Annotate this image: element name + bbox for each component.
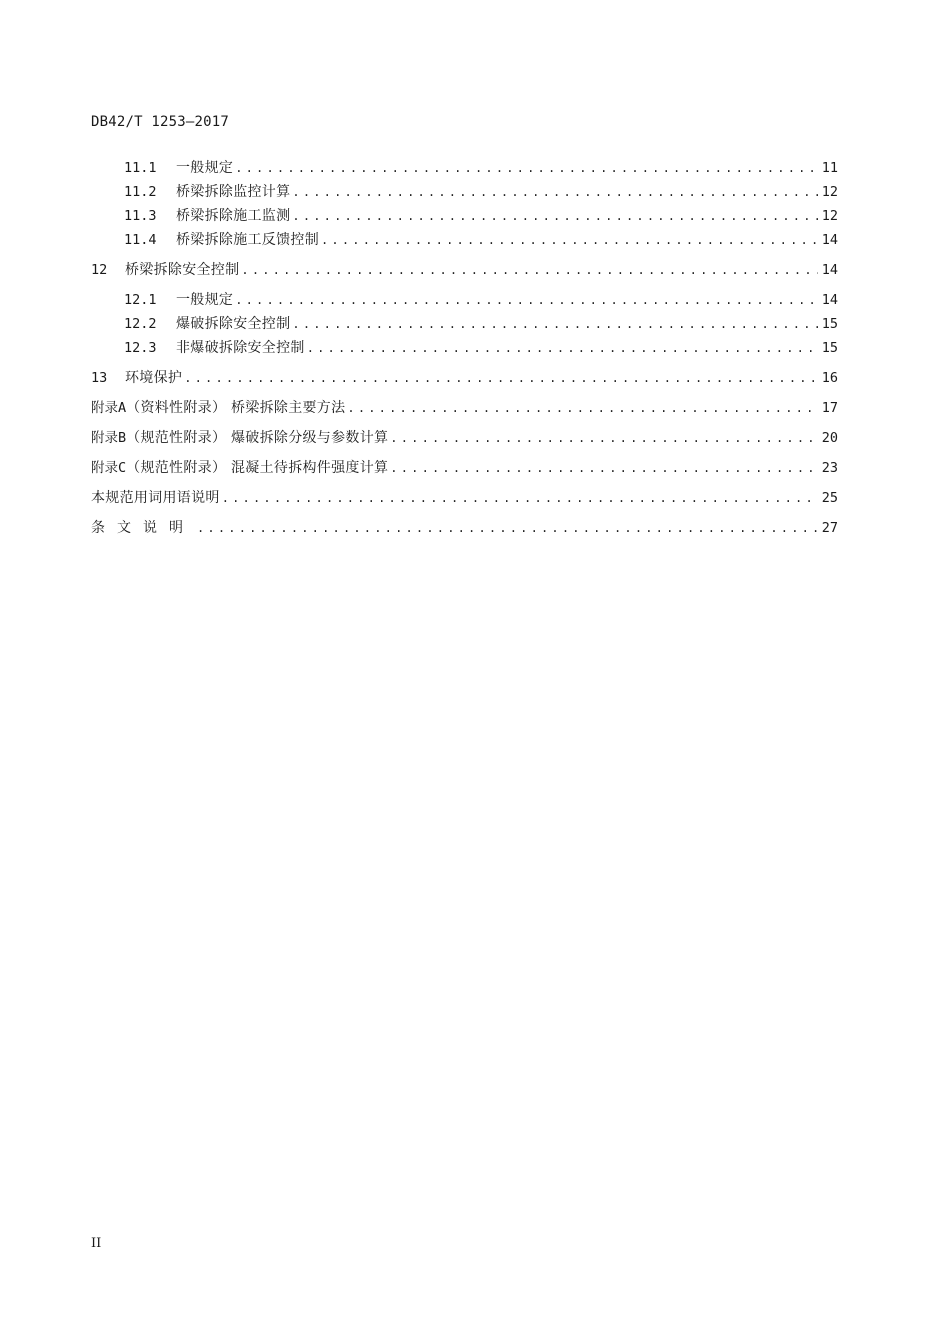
- toc-entry-title: （规范性附录） 混凝土待拆构件强度计算: [126, 460, 389, 476]
- toc-entry-page: 14: [821, 262, 838, 278]
- toc-entry-number: 附录C: [91, 460, 127, 476]
- toc-entry[interactable]: [91, 457, 838, 479]
- toc-entry[interactable]: [124, 205, 838, 227]
- toc-leader-dots: [321, 229, 818, 251]
- toc-entry-page: 27: [821, 520, 838, 536]
- toc-entry[interactable]: [91, 427, 838, 449]
- toc-entry-page: 12: [821, 208, 838, 224]
- toc-entry-title: 桥梁拆除安全控制: [125, 262, 240, 278]
- toc-entry-title: 本规范用词用语说明: [91, 490, 220, 506]
- toc-entry-page: 20: [821, 430, 838, 446]
- toc-entry-number: 11.2: [124, 184, 157, 200]
- toc-entry-title: 桥梁拆除施工反馈控制: [176, 232, 319, 248]
- toc-leader-dots: [292, 205, 818, 227]
- toc-entry-title: 桥梁拆除施工监测: [176, 208, 291, 224]
- toc-leader-dots: [390, 457, 818, 479]
- toc-entry-page: 25: [821, 490, 838, 506]
- toc-entry-number: 12.1: [124, 292, 157, 308]
- toc-entry[interactable]: [124, 337, 838, 359]
- toc-entry-number: 12: [91, 262, 108, 278]
- toc-entry-number: 13: [91, 370, 108, 386]
- toc-entry-page: 14: [821, 292, 838, 308]
- toc-entry-page: 15: [821, 316, 838, 332]
- toc-leader-dots: [184, 367, 818, 389]
- toc-entry[interactable]: [91, 259, 838, 281]
- toc-entry[interactable]: [124, 229, 838, 251]
- toc-entry-title: 非爆破拆除安全控制: [176, 340, 305, 356]
- document-code: DB42/T 1253—2017: [91, 114, 230, 130]
- toc-leader-dots: [292, 181, 818, 203]
- toc-entry[interactable]: [91, 397, 838, 419]
- toc-entry-title: 一般规定: [176, 292, 234, 308]
- toc-leader-dots: [197, 517, 818, 539]
- toc-entry[interactable]: [124, 313, 838, 335]
- toc-entry-page: 16: [821, 370, 838, 386]
- toc-leader-dots: [222, 487, 818, 509]
- toc-entry-number: 11.4: [124, 232, 157, 248]
- toc-entry-number: 12.3: [124, 340, 157, 356]
- toc-entry-number: 附录A: [91, 400, 127, 416]
- toc-entry-page: 12: [821, 184, 838, 200]
- toc-entry-number: 附录B: [91, 430, 127, 446]
- toc-entry-title: （资料性附录） 桥梁拆除主要方法: [126, 400, 346, 416]
- toc-entry-title: 一般规定: [176, 160, 234, 176]
- toc-entry[interactable]: [91, 487, 838, 509]
- toc-entry-page: 23: [821, 460, 838, 476]
- toc-entry[interactable]: [91, 367, 838, 389]
- toc-leader-dots: [235, 157, 818, 179]
- toc-leader-dots: [307, 337, 818, 359]
- toc-entry-page: 17: [821, 400, 838, 416]
- toc-entry[interactable]: [124, 157, 838, 179]
- toc-entry-number: 11.3: [124, 208, 157, 224]
- toc-entry-page: 14: [821, 232, 838, 248]
- toc-leader-dots: [390, 427, 818, 449]
- toc-leader-dots: [235, 289, 818, 311]
- toc-entry-title: 爆破拆除安全控制: [176, 316, 291, 332]
- toc-entry[interactable]: [124, 181, 838, 203]
- toc-entry-page: 15: [821, 340, 838, 356]
- toc-leader-dots: [241, 259, 818, 281]
- toc-leader-dots: [347, 397, 818, 419]
- toc-entry-title: 环境保护: [125, 370, 183, 386]
- toc-entry-page: 11: [821, 160, 838, 176]
- toc-entry-title: （规范性附录） 爆破拆除分级与参数计算: [126, 430, 389, 446]
- toc-entry[interactable]: [124, 289, 838, 311]
- toc-leader-dots: [292, 313, 818, 335]
- toc-entry-title: 条文说明: [91, 520, 195, 536]
- toc-entry[interactable]: [91, 517, 838, 539]
- toc-entry-title: 桥梁拆除监控计算: [176, 184, 291, 200]
- toc-entry-number: 11.1: [124, 160, 157, 176]
- toc-entry-number: 12.2: [124, 316, 157, 332]
- page-number: II: [91, 1236, 102, 1251]
